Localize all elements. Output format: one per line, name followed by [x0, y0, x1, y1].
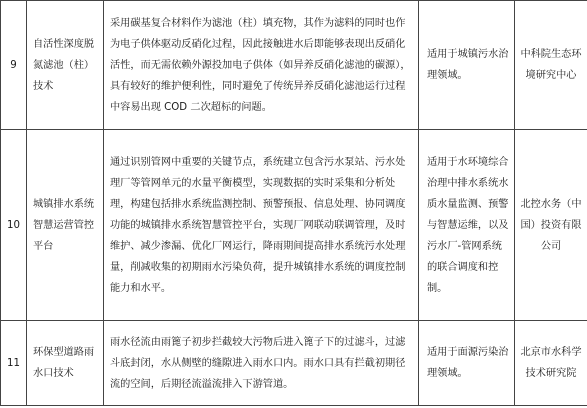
application-scope: 适用于水环境综合治理中排水系统水质水量监测、预警与智慧运维，以及污水厂-管网系统的联合调度和控制。	[419, 130, 515, 321]
table-row	[1, 1, 587, 130]
table-row	[1, 321, 587, 406]
organization: 北京市水科学技术研究院	[515, 321, 587, 406]
technology-description: 通过识别管网中重要的关键节点，系统建立包含污水泵站、污水处理厂等管网单元的水量平衡模型，实现数据的实时采集和分析处理，构建包括排水系统监测控制、预警预报、信息处理、协同调度功能的城镇排水系统智慧管控平台，实现厂网联动联调管理，及时维护、减少渗漏、优化厂网运行，降雨期间提高排水系统污水处理量，削减收集的初期雨水污染负荷，提升城镇排水系统的调度控制能力和水平。	[104, 130, 419, 321]
organization: 中科院生态环境研究中心	[515, 1, 587, 130]
table-row	[1, 130, 587, 321]
row-number: 9	[1, 1, 27, 130]
organization: 北控水务（中国）投资有限公司	[515, 130, 587, 321]
technology-name: 城镇排水系统智慧运营管控平台	[27, 130, 104, 321]
technology-description: 采用碳基复合材料作为滤池（柱）填充物，其作为滤料的同时也作为电子供体驱动反硝化过程，因此接触进水后即能够表现出反硝化活性，而无需依赖外源投加电子供体（如异养反硝化滤池的碳源），具有较好的维护便利性，同时避免了传统异养反硝化滤池运行过程中容易出现 COD 二次超标的问题。	[104, 1, 419, 130]
row-number: 11	[1, 321, 27, 406]
application-scope: 适用于城镇污水治理领域。	[419, 1, 515, 130]
application-scope: 适用于面源污染治理领域。	[419, 321, 515, 406]
technology-description: 雨水径流由雨篦子初步拦截较大污物后进入篦子下的过滤斗，过滤斗底封闭，水从侧壁的缝隙进入雨水口内。雨水口具有拦截初期径流的空间，后期径流溢流排入下游管道。	[104, 321, 419, 406]
row-number: 10	[1, 130, 27, 321]
technology-name: 自活性深度脱氮滤池（柱）技术	[27, 1, 104, 130]
technology-name: 环保型道路雨水口技术	[27, 321, 104, 406]
